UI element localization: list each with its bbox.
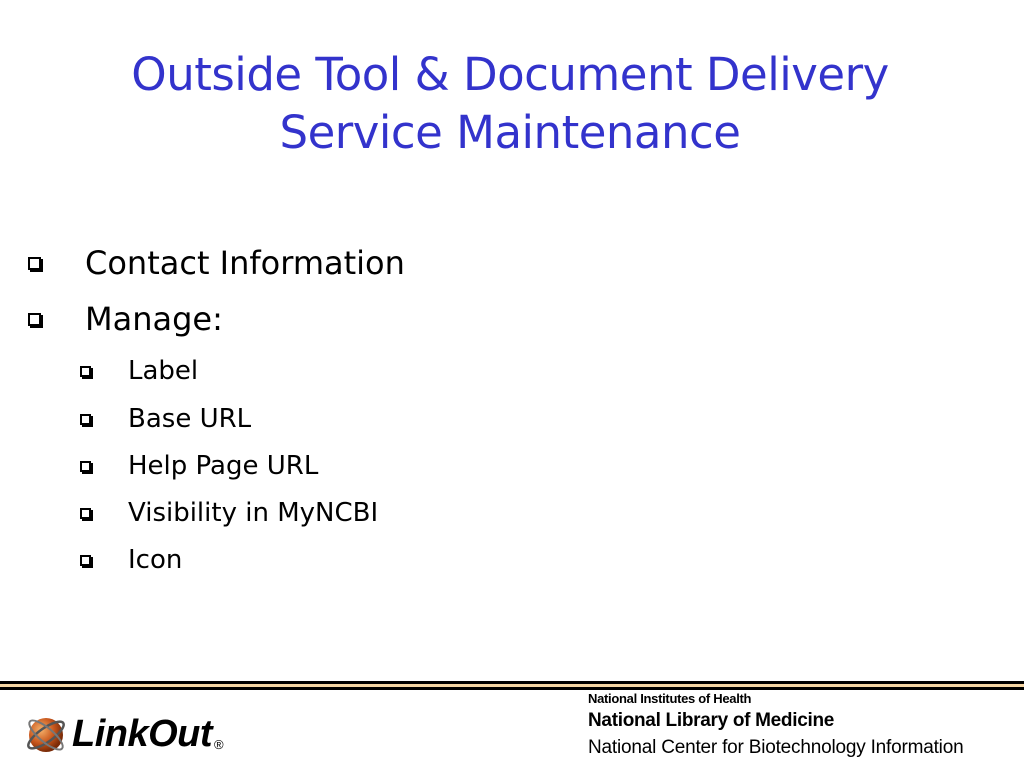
sub-bullet-text: Label [128,356,199,386]
checkbox-bullet-icon [28,313,41,326]
checkbox-bullet-icon [28,257,41,270]
checkbox-bullet-icon [80,414,91,425]
sub-bullet-item [80,404,251,434]
bullet-item [28,300,223,338]
sub-bullet-text: Help Page URL [128,451,319,481]
slide-title [60,46,960,162]
footer-divider [0,681,1024,690]
bullet-text: Manage: [85,300,223,338]
org-line-nlm: National Library of Medicine [588,710,835,731]
linkout-globe-icon [24,712,68,756]
title-line-1: Outside Tool & Document Delivery [131,48,889,101]
sub-bullet-text: Base URL [128,404,252,434]
checkbox-bullet-icon [80,366,91,377]
checkbox-bullet-icon [80,555,91,566]
sub-bullet-item [80,498,378,528]
bullet-text: Contact Information [85,244,405,282]
org-line-ncbi: National Center for Biotechnology Information [588,737,964,758]
title-line-2: Service Maintenance [279,106,741,159]
bullet-item [28,244,405,282]
linkout-logo [24,712,224,756]
sub-bullet-item [80,451,318,481]
checkbox-bullet-icon [80,461,91,472]
checkbox-bullet-icon [80,508,91,519]
sub-bullet-item [80,356,198,386]
org-line-nih: National Institutes of Health [588,691,752,706]
sub-bullet-text: Visibility in MyNCBI [128,498,379,528]
registered-mark: ® [214,736,224,752]
organization-block [588,690,963,762]
logo-text: LinkOut [72,712,213,755]
sub-bullet-text: Icon [128,545,183,575]
sub-bullet-item [80,545,182,575]
